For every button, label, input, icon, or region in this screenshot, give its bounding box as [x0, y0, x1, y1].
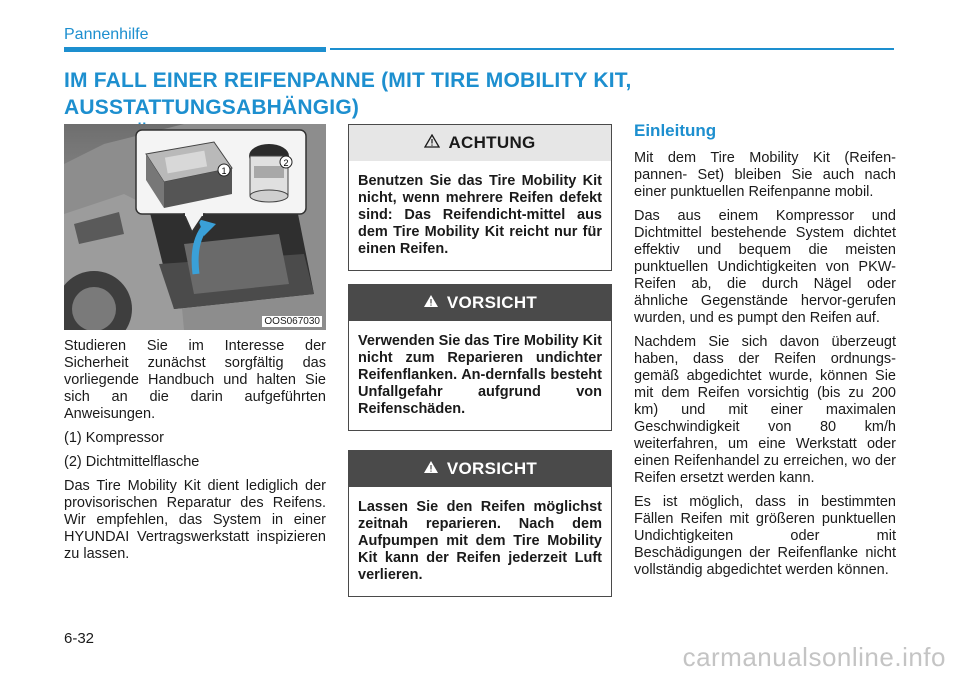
list-item: (2) Dichtmittelflasche — [64, 454, 200, 470]
paragraph: Es ist möglich, dass in bestimmten Fällen Reifen mit größeren punktuellen Undichtigkeiten oder mit Beschädigungen der Reifenflanke nicht vollständig abgedichtet werden können. — [634, 494, 896, 578]
notice-heading: ACHTUNG — [448, 133, 536, 152]
page-title-line1: IM FALL EINER REIFENPANNE (MIT TIRE MOBILITY KIT, AUSSTATTUNGSABHÄNGIG) — [64, 69, 632, 119]
paragraph: Das aus einem Kompressor und Dichtmittel bestehende System dichtet effektiv und bequem die meisten punktuellen Undichtigkeiten von PKW-Reifen ab, die durch Nägel oder ähnliche Gegenstände hervor-gerufen wurden, und es pumpt den Reifen auf. — [634, 208, 896, 326]
notice-header — [349, 125, 611, 161]
callout-2: 2 — [283, 158, 289, 168]
figure-code: OOS067030 — [264, 316, 320, 327]
right-column — [634, 122, 896, 586]
header-rule-thin — [330, 48, 894, 50]
header-rule-thick — [64, 47, 326, 52]
notice-heading: VORSICHT — [446, 459, 538, 478]
section-heading: Einleitung — [634, 121, 717, 140]
notice-body: Lassen Sie den Reifen möglichst zeitnah reparieren. Nach dem Aufpumpen mit dem Tire Mobility Kit kann der Reifen jederzeit Luft verlieren. — [358, 499, 602, 583]
page-number: 6-32 — [64, 630, 95, 647]
paragraph: Mit dem Tire Mobility Kit (Reifen-pannen- Set) bleiben Sie auch nach einer punktuellen Reifenpanne mobil. — [634, 150, 896, 200]
paragraph: Das Tire Mobility Kit dient lediglich der provisorischen Reparatur des Reifens. Wir empfehlen, das System in einer HYUNDAI Vertragswerkstatt inspizieren zu lassen. — [64, 478, 326, 562]
warning-triangle-icon — [423, 459, 439, 479]
tire-mobility-kit-photo — [64, 124, 326, 330]
notice-body: Benutzen Sie das Tire Mobility Kit nicht, wenn mehrere Reifen defekt sind: Das Reifendicht-mittel aus dem Tire Mobility Kit reicht nur für einen Reifen. — [358, 173, 602, 257]
notice-header — [349, 285, 611, 321]
warning-triangle-icon — [423, 293, 439, 313]
paragraph: Nachdem Sie sich davon überzeugt haben, dass der Reifen ordnungs-gemäß abgedichtet wurde, können Sie mit dem Reifen vorsichtig (bis zu 200 km) und mit einer maximalen Geschwindigkeit von 80 km/h weiterfahren, um eine Werkstatt oder einen Reifenhandel zu erreichen, wo der Reifen ersetzt werden kann. — [634, 334, 896, 486]
section-label: Pannenhilfe — [64, 26, 149, 43]
left-column — [64, 338, 326, 570]
notice-heading: VORSICHT — [446, 293, 538, 312]
paragraph: Studieren Sie im Interesse der Sicherheit zunächst sorgfältig das vorliegende Handbuch und halten Sie sich an die darin aufgeführten Anweisungen. — [64, 338, 326, 422]
notice-achtung — [348, 124, 612, 271]
warning-triangle-icon — [424, 133, 440, 153]
notice-body: Verwenden Sie das Tire Mobility Kit nicht zum Reparieren undichter Reifenflanken. An-dernfalls besteht Unfallgefahr aufgrund von Reifenschäden. — [358, 333, 602, 417]
notice-vorsicht-2 — [348, 450, 612, 597]
notice-header — [349, 451, 611, 487]
watermark: carmanualsonline.info — [682, 642, 946, 672]
notice-vorsicht-1 — [348, 284, 612, 431]
car-trunk-illustration — [64, 124, 326, 330]
callout-1: 1 — [221, 166, 227, 176]
list-item: (1) Kompressor — [64, 430, 164, 446]
